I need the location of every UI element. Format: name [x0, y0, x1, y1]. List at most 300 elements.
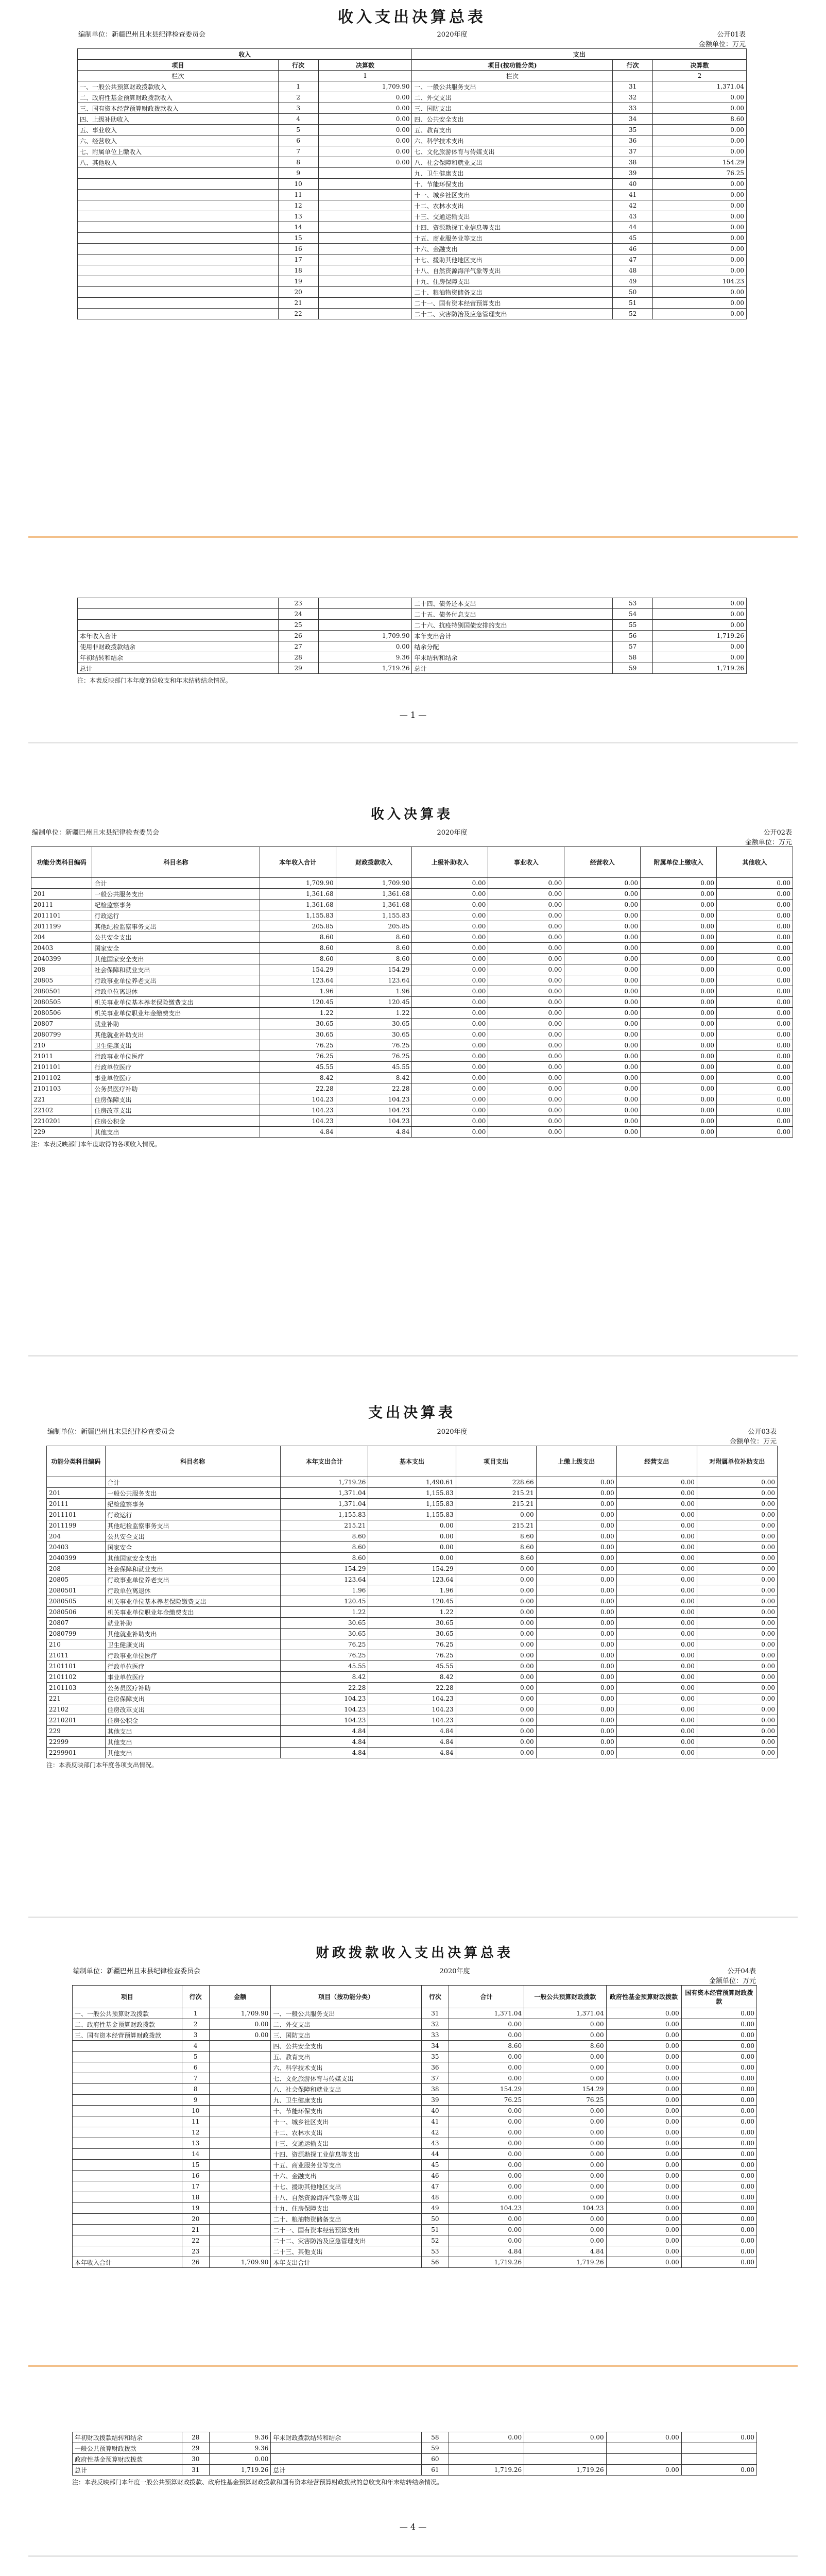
table-cell: 0.00 [606, 2235, 681, 2246]
table-cell: 0.00 [412, 1105, 488, 1116]
table-cell [209, 2116, 271, 2127]
table-cell: 22102 [47, 1704, 106, 1715]
table-cell [78, 255, 279, 265]
table-cell: 1,155.83 [260, 910, 336, 921]
table-cell: 76.25 [260, 1040, 336, 1051]
table-cell: 17 [278, 255, 318, 265]
table-cell: 0.00 [564, 1105, 641, 1116]
table-cell: 0.00 [456, 1607, 536, 1618]
table-cell: 机关事业单位基本养老保险缴费支出 [92, 997, 260, 1008]
table-cell: 120.45 [368, 1596, 456, 1607]
table-cell: 22 [182, 2235, 209, 2246]
table-cell: 221 [31, 1094, 92, 1105]
table-cell: 0.00 [488, 1073, 564, 1083]
table-cell: 0.00 [653, 287, 747, 298]
table-cell: 120.45 [336, 997, 412, 1008]
table-cell: 0.00 [456, 1715, 536, 1726]
table-cell: 十八、自然资源海洋气象等支出 [271, 2192, 421, 2203]
table-cell [73, 2052, 182, 2062]
table-cell: 34 [421, 2041, 449, 2052]
table-row [73, 2214, 757, 2225]
table-cell: 120.45 [281, 1596, 368, 1607]
table-cell: 0.00 [488, 1062, 564, 1073]
table-cell: 0.00 [449, 2432, 524, 2443]
table-row [47, 1672, 778, 1683]
table-cell [318, 211, 412, 222]
table-row [31, 1127, 793, 1138]
table-cell: 机关事业单位基本养老保险缴费支出 [105, 1596, 281, 1607]
table-cell: 201 [31, 889, 92, 900]
table-cell: 0.00 [616, 1564, 697, 1574]
table-cell: 104.23 [260, 1094, 336, 1105]
table-row [31, 1116, 793, 1127]
table-cell: 8.42 [336, 1073, 412, 1083]
table-cell: 0.00 [536, 1737, 616, 1748]
table-cell: 8.42 [368, 1672, 456, 1683]
table-cell: 八、社会保障和就业支出 [271, 2084, 421, 2095]
table-cell: 2101101 [31, 1062, 92, 1073]
table-cell: 1.96 [281, 1585, 368, 1596]
table-cell [318, 179, 412, 190]
column-header: 金额 [209, 1986, 271, 2008]
table-cell: 六、科学技术支出 [271, 2062, 421, 2073]
table-cell: 0.00 [717, 878, 793, 889]
table-cell: 0.00 [449, 2225, 524, 2235]
table-cell: 0.00 [524, 2127, 606, 2138]
table-cell: 0.00 [449, 2160, 524, 2171]
table-cell: 年末财政拨款结转和结余 [271, 2432, 421, 2443]
table-cell: 2080505 [31, 997, 92, 1008]
table-cell: 0.00 [488, 889, 564, 900]
table-cell: 0.00 [697, 1477, 777, 1488]
table-cell: 0.00 [368, 1542, 456, 1553]
table-row [73, 2443, 757, 2454]
table-cell: 1,719.26 [318, 663, 412, 674]
table-cell: 0.00 [616, 1672, 697, 1683]
table-cell: 0.00 [641, 986, 717, 997]
table-cell: 二十一、国有资本经营预算支出 [271, 2225, 421, 2235]
table-cell: 0.00 [606, 2019, 681, 2030]
table-cell: 0.00 [616, 1542, 697, 1553]
table-cell: 30.65 [336, 1019, 412, 1029]
table-cell: 1.22 [281, 1607, 368, 1618]
table-row [31, 1040, 793, 1051]
table-cell: 205.85 [260, 921, 336, 932]
table-cell: 76.25 [653, 168, 747, 179]
table-cell: 0.00 [681, 2214, 756, 2225]
table-cell: 0.00 [653, 125, 747, 135]
table-cell: 0.00 [524, 2171, 606, 2181]
table-cell: 其他就业补助支出 [105, 1629, 281, 1639]
table-row [73, 2041, 757, 2052]
table-cell: 0.00 [717, 1019, 793, 1029]
table-cell: 其他国家安全支出 [92, 954, 260, 964]
table-row [78, 146, 747, 157]
table-cell: 0.00 [488, 1127, 564, 1138]
income-table [31, 846, 793, 1138]
table-cell: 0.00 [536, 1661, 616, 1672]
table-cell: 0.00 [681, 2432, 756, 2443]
table-cell: 九、卫生健康支出 [271, 2095, 421, 2106]
table-cell: 4.84 [281, 1726, 368, 1737]
section-fiscal-summary-continued [72, 2432, 757, 2486]
table-cell: 二十、粮油物资储备支出 [271, 2214, 421, 2225]
table-cell: 43 [421, 2138, 449, 2149]
table-cell: 0.00 [564, 1083, 641, 1094]
table-cell [209, 2225, 271, 2235]
table-cell: 其他国家安全支出 [105, 1553, 281, 1564]
table-cell: 44 [613, 222, 653, 233]
table-cell: 0.00 [368, 1531, 456, 1542]
table-cell: 0.00 [606, 2160, 681, 2171]
column-header: 行次 [182, 1986, 209, 2008]
table-cell: 行政事业单位养老支出 [105, 1574, 281, 1585]
table-cell: 0.00 [412, 954, 488, 964]
table-cell: 14 [278, 222, 318, 233]
table-cell: 0.00 [606, 2203, 681, 2214]
table-cell: 0.00 [456, 1510, 536, 1520]
table-cell: 54 [613, 609, 653, 620]
table-cell: 0.00 [536, 1618, 616, 1629]
table-cell: 0.00 [641, 975, 717, 986]
table-cell: 十、节能环保支出 [412, 179, 613, 190]
table-cell: 8.60 [524, 2041, 606, 2052]
table-cell: 0.00 [456, 1650, 536, 1661]
table-row [31, 943, 793, 954]
table-cell: 22 [278, 309, 318, 319]
table-cell: 0.00 [524, 2019, 606, 2030]
table-cell: 0.00 [524, 2062, 606, 2073]
table-cell: 1,371.04 [281, 1499, 368, 1510]
table-cell: 十四、资源勘探工业信息等支出 [271, 2149, 421, 2160]
table-cell: 0.00 [697, 1715, 777, 1726]
table-row [78, 609, 747, 620]
table-cell: 住房公积金 [92, 1116, 260, 1127]
table-cell: 0.00 [412, 1062, 488, 1073]
table-cell [209, 2235, 271, 2246]
table-row [78, 309, 747, 319]
table-cell: 46 [421, 2171, 449, 2181]
table-cell: 21 [182, 2225, 209, 2235]
table-cell: 22.28 [336, 1083, 412, 1094]
table-cell: 年末结转和结余 [412, 652, 613, 663]
table-cell: 221 [47, 1693, 106, 1704]
table-cell: 0.00 [536, 1574, 616, 1585]
table-cell [209, 2171, 271, 2181]
table-cell: 104.23 [260, 1116, 336, 1127]
table-cell: 0.00 [488, 878, 564, 889]
table-cell: 0.00 [456, 1618, 536, 1629]
table-cell: 0.00 [606, 2171, 681, 2181]
table-cell: 35 [421, 2052, 449, 2062]
table-cell: 0.00 [717, 1040, 793, 1051]
table-cell: 0.00 [536, 1639, 616, 1650]
table-cell: 0.00 [681, 2235, 756, 2246]
table-cell: 总计 [412, 663, 613, 674]
table-cell: 0.00 [653, 309, 747, 319]
table-cell [78, 287, 279, 298]
table-cell: 行政运行 [105, 1510, 281, 1520]
table-cell: 31 [182, 2465, 209, 2476]
table-cell: 52 [421, 2235, 449, 2246]
table-cell: 行政事业单位医疗 [92, 1051, 260, 1062]
table-cell [524, 2443, 606, 2454]
table-row [73, 2116, 757, 2127]
table-cell: 一般公共预算财政拨款 [73, 2443, 182, 2454]
section-income-expense-summary [77, 4, 747, 319]
table-cell: 0.00 [456, 1704, 536, 1715]
table-cell: 49 [421, 2203, 449, 2214]
table-cell: 十二、农林水支出 [412, 200, 613, 211]
table-cell: 0.00 [641, 1008, 717, 1019]
table-cell: 使用非财政拨款结余 [78, 641, 279, 652]
column-header: 科目名称 [105, 1446, 281, 1477]
table-cell: 58 [613, 652, 653, 663]
table-cell: 2210201 [31, 1116, 92, 1127]
table-cell: 十二、农林水支出 [271, 2127, 421, 2138]
table-cell: 0.00 [697, 1650, 777, 1661]
table-row [47, 1488, 778, 1499]
table-cell: 公务员医疗补助 [105, 1683, 281, 1693]
page-title: 收入决算表 [370, 807, 453, 822]
table-cell: 一、一般公共服务支出 [271, 2008, 421, 2019]
table-cell: 154.29 [449, 2084, 524, 2095]
table-cell: 0.00 [456, 1639, 536, 1650]
section-summary-continued [77, 598, 747, 685]
table-cell: 0.00 [412, 910, 488, 921]
table-cell: 1,709.90 [209, 2257, 271, 2268]
table-cell: 0.00 [653, 641, 747, 652]
table-cell: 35 [613, 125, 653, 135]
table-cell: 16 [182, 2171, 209, 2181]
table-cell: 十六、金融支出 [271, 2171, 421, 2181]
table-cell: 0.00 [564, 997, 641, 1008]
table-cell: 五、事业收入 [78, 125, 279, 135]
table-cell: 0.00 [456, 1693, 536, 1704]
table-cell: 0.00 [681, 2149, 756, 2160]
table-cell: 0.00 [697, 1748, 777, 1758]
table-cell: 0.00 [412, 986, 488, 997]
table-cell: 七、附属单位上缴收入 [78, 146, 279, 157]
table-row [78, 103, 747, 114]
table-cell: 住房改革支出 [92, 1105, 260, 1116]
table-cell: 0.00 [616, 1531, 697, 1542]
table-cell [78, 233, 279, 244]
table-cell: 0.00 [616, 1553, 697, 1564]
table-row [47, 1553, 778, 1564]
table-cell: 0.00 [449, 2106, 524, 2116]
column-header: 上缴上级支出 [536, 1446, 616, 1477]
table-cell: 0.00 [564, 910, 641, 921]
table-row [73, 2225, 757, 2235]
table-cell: 0.00 [697, 1520, 777, 1531]
table-cell [209, 2084, 271, 2095]
table-cell [209, 2073, 271, 2084]
table-cell: 1,719.26 [449, 2257, 524, 2268]
table-cell: 1.96 [260, 986, 336, 997]
table-cell: 229 [31, 1127, 92, 1138]
table-cell: 0.00 [616, 1488, 697, 1499]
table-cell: 8.60 [260, 932, 336, 943]
table-row [47, 1650, 778, 1661]
table-cell: 0.00 [653, 211, 747, 222]
table-meta [72, 1965, 757, 1985]
table-cell [73, 2149, 182, 2160]
table-cell: 0.00 [606, 2116, 681, 2127]
table-cell [209, 2106, 271, 2116]
table-cell: 六、科学技术支出 [412, 135, 613, 146]
table-cell: 0.00 [524, 2432, 606, 2443]
table-row [47, 1618, 778, 1629]
table-cell: 行政事业单位养老支出 [92, 975, 260, 986]
table-cell: 1.22 [336, 1008, 412, 1019]
table-cell: 45 [421, 2160, 449, 2171]
table-cell: 机关事业单位职业年金缴费支出 [105, 1607, 281, 1618]
table-cell: 61 [421, 2465, 449, 2476]
table-cell: 76.25 [281, 1650, 368, 1661]
table-cell: 30.65 [260, 1029, 336, 1040]
table-cell: 0.00 [641, 954, 717, 964]
table-cell: 0.00 [681, 2257, 756, 2268]
table-cell: 37 [613, 146, 653, 157]
table-cell: 0.00 [616, 1693, 697, 1704]
table-row [73, 2008, 757, 2019]
column-header: 科目名称 [92, 847, 260, 878]
table-cell [73, 2192, 182, 2203]
column-header: 功能分类科目编码 [47, 1446, 106, 1477]
table-cell: 十四、资源勘探工业信息等支出 [412, 222, 613, 233]
table-cell: 1,361.68 [260, 900, 336, 910]
table-cell: 104.23 [368, 1715, 456, 1726]
table-cell: 56 [421, 2257, 449, 2268]
table-cell: 0.00 [681, 2465, 756, 2476]
table-cell [78, 620, 279, 631]
table-cell: 5 [278, 125, 318, 135]
table-code: 公开04表 [727, 1968, 756, 1975]
table-cell: 204 [47, 1531, 106, 1542]
table-row [47, 1683, 778, 1693]
table-cell: 0.00 [412, 1029, 488, 1040]
table-cell: 0.00 [524, 2106, 606, 2116]
table-cell: 0.00 [697, 1510, 777, 1520]
table-cell: 0.00 [456, 1585, 536, 1596]
table-row [78, 179, 747, 190]
table-cell: 21011 [47, 1650, 106, 1661]
table-cell: 11 [182, 2116, 209, 2127]
table-cell: 0.00 [616, 1499, 697, 1510]
column-header: 附属单位上缴收入 [641, 847, 717, 878]
table-row [73, 2084, 757, 2095]
table-cell: 76.25 [449, 2095, 524, 2106]
table-cell: 8.60 [336, 943, 412, 954]
table-cell: 104.23 [281, 1704, 368, 1715]
table-cell: 0.00 [641, 1073, 717, 1083]
table-cell [271, 2454, 421, 2465]
table-cell: 8 [278, 157, 318, 168]
table-cell: 0.00 [681, 2171, 756, 2181]
table-cell: 0.00 [606, 2106, 681, 2116]
table-cell: 8.60 [456, 1542, 536, 1553]
table-cell: 合计 [105, 1477, 281, 1488]
table-cell: 76.25 [336, 1051, 412, 1062]
column-header: 本年收入合计 [260, 847, 336, 878]
table-cell: 0.00 [564, 986, 641, 997]
table-cell: 国家安全 [92, 943, 260, 954]
table-row [73, 2095, 757, 2106]
table-cell: 十七、援助其他地区支出 [412, 255, 613, 265]
table-cell: 17 [182, 2181, 209, 2192]
table-cell: 18 [278, 265, 318, 276]
table-cell: 104.23 [281, 1715, 368, 1726]
table-cell: 二、政府性基金预算财政拨款收入 [78, 92, 279, 103]
table-row [78, 190, 747, 200]
table-cell: 1.22 [260, 1008, 336, 1019]
table-cell: 8 [182, 2084, 209, 2095]
table-cell: 十九、住房保障支出 [271, 2203, 421, 2214]
table-cell [73, 2106, 182, 2116]
table-row [73, 2432, 757, 2443]
table-cell: 1.22 [368, 1607, 456, 1618]
table-cell: 215.21 [456, 1488, 536, 1499]
table-row [73, 2160, 757, 2171]
table-cell: 0.00 [456, 1672, 536, 1683]
table-cell: 0.00 [717, 921, 793, 932]
table-row [31, 921, 793, 932]
table-cell: 七、文化旅游体育与传媒支出 [412, 146, 613, 157]
table-row [31, 1019, 793, 1029]
table-cell: 0.00 [697, 1531, 777, 1542]
table-cell: 0.00 [564, 1008, 641, 1019]
table-row [78, 222, 747, 233]
table-row [47, 1542, 778, 1553]
table-cell [73, 2171, 182, 2181]
table-cell: 0.00 [697, 1629, 777, 1639]
table-cell: 0.00 [681, 2106, 756, 2116]
table-cell: 0.00 [616, 1629, 697, 1639]
table-cell: 0.00 [456, 1574, 536, 1585]
table-cell: 0.00 [717, 997, 793, 1008]
table-cell: 总计 [73, 2465, 182, 2476]
table-cell: 1,155.83 [368, 1510, 456, 1520]
table-cell: 住房公积金 [105, 1715, 281, 1726]
table-cell [73, 2041, 182, 2052]
table-cell: 0.00 [536, 1596, 616, 1607]
table-cell: 9.36 [318, 652, 412, 663]
table-cell: 其他就业补助支出 [92, 1029, 260, 1040]
column-header: 国有资本经营预算财政拨款 [681, 1986, 756, 2008]
table-row [78, 663, 747, 674]
table-row [78, 287, 747, 298]
income-table-body [31, 878, 793, 1138]
table-cell: 9.36 [209, 2443, 271, 2454]
table-cell: 0.00 [536, 1607, 616, 1618]
table-cell: 1.96 [368, 1585, 456, 1596]
table-cell: 43 [613, 211, 653, 222]
table-cell [449, 2454, 524, 2465]
table-row [47, 1510, 778, 1520]
table-cell: 31 [421, 2008, 449, 2019]
table-cell: 0.00 [488, 1040, 564, 1051]
table-cell: 20111 [31, 900, 92, 910]
table-cell: 228.66 [456, 1477, 536, 1488]
table-cell: 3 [182, 2030, 209, 2041]
table-cell: 1 [182, 2008, 209, 2019]
table-cell: 行政单位离退休 [105, 1585, 281, 1596]
table-cell: 一般公共服务支出 [105, 1488, 281, 1499]
table-cell: 0.00 [697, 1553, 777, 1564]
table-cell: 0.00 [536, 1726, 616, 1737]
table-cell: 0.00 [697, 1672, 777, 1683]
